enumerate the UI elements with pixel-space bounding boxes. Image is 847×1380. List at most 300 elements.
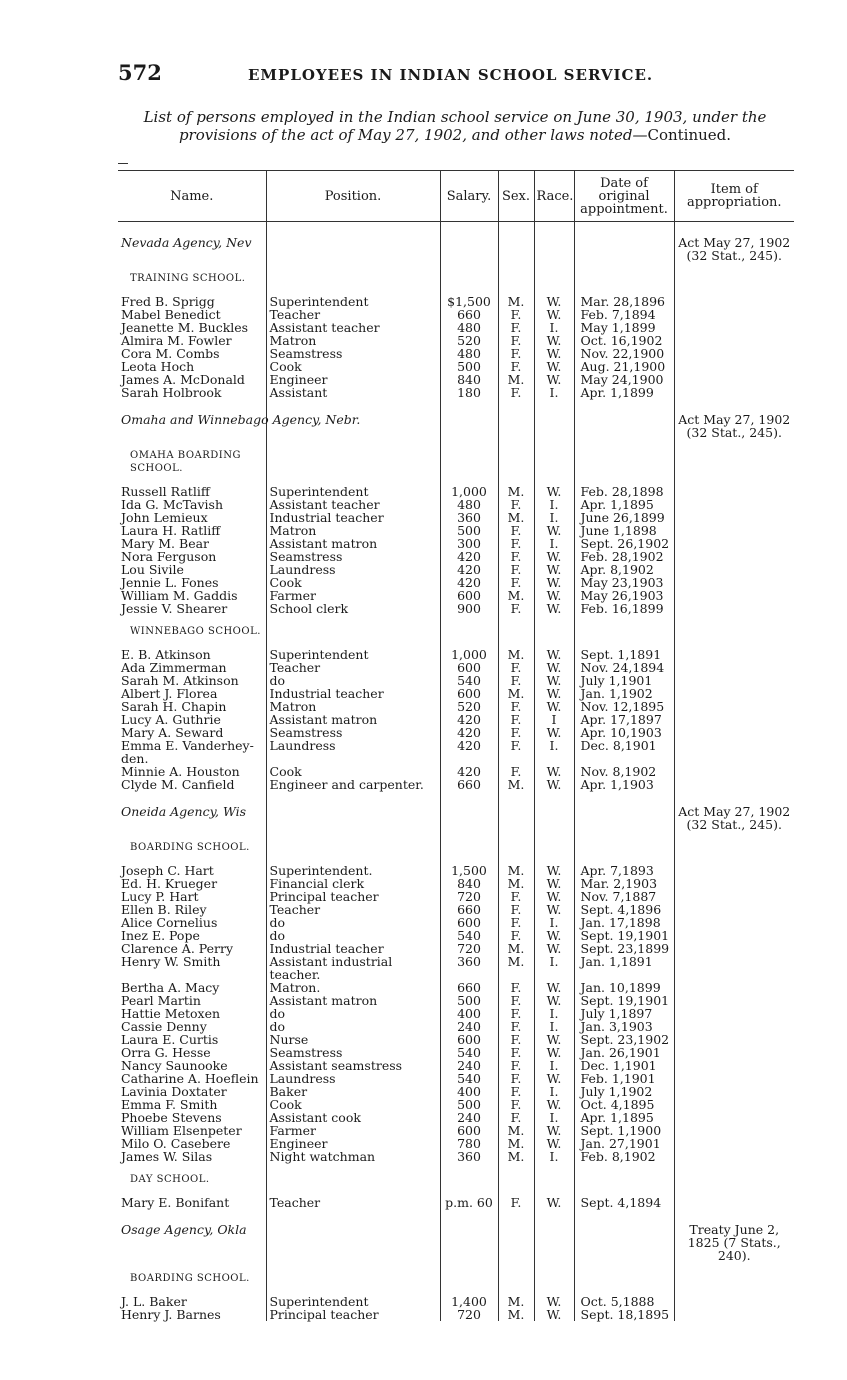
- employee-row: [118, 602, 794, 615]
- employee-race: W.: [534, 903, 574, 916]
- empty-cell: [674, 524, 794, 537]
- employee-sex: F.: [498, 765, 534, 778]
- employee-race: W.: [534, 589, 574, 602]
- employee-race: W.: [534, 674, 574, 687]
- employee-position: Laundress: [266, 739, 440, 765]
- employee-race: W.: [534, 1072, 574, 1085]
- employee-position: Nurse: [266, 1033, 440, 1046]
- school-heading-row: [118, 262, 794, 295]
- employee-position: Seamstress: [266, 726, 440, 739]
- employee-row: [118, 524, 794, 537]
- employee-name: Inez E. Pope: [118, 929, 266, 942]
- employee-salary: 480: [440, 347, 498, 360]
- employee-sex: F.: [498, 929, 534, 942]
- empty-cell: [674, 1072, 794, 1085]
- employee-position: Cook: [266, 765, 440, 778]
- employee-row: [118, 1020, 794, 1033]
- empty-cell: [674, 778, 794, 791]
- employee-sex: F.: [498, 916, 534, 929]
- empty-cell: [674, 1295, 794, 1308]
- appointment-date: Feb. 16,1899: [574, 602, 674, 615]
- employee-salary: 240: [440, 1059, 498, 1072]
- employee-salary: 600: [440, 661, 498, 674]
- employee-name: Clarence A. Perry: [118, 942, 266, 955]
- employee-salary: $1,500: [440, 295, 498, 308]
- empty-cell: [674, 674, 794, 687]
- employee-sex: M.: [498, 1308, 534, 1321]
- empty-cell: [498, 615, 534, 648]
- empty-cell: [674, 1308, 794, 1321]
- empty-cell: [674, 1059, 794, 1072]
- agency-name: Osage Agency, Okla: [118, 1209, 266, 1262]
- empty-cell: [674, 831, 794, 864]
- agency-name: Nevada Agency, Nev: [118, 222, 266, 263]
- employee-row: [118, 890, 794, 903]
- employee-position: Superintendent: [266, 648, 440, 661]
- employee-row: [118, 903, 794, 916]
- empty-cell: [674, 994, 794, 1007]
- empty-cell: [674, 373, 794, 386]
- col-header-name: Name.: [118, 171, 266, 222]
- appointment-date: Sept. 1,1900: [574, 1124, 674, 1137]
- appointment-date: Sept. 23,1899: [574, 942, 674, 955]
- employee-salary: 720: [440, 942, 498, 955]
- appointment-date: Sept. 19,1901: [574, 929, 674, 942]
- school-name: OMAHA BOARDING SCHOOL.: [118, 439, 266, 485]
- empty-cell: [498, 791, 534, 831]
- employee-row: [118, 563, 794, 576]
- empty-cell: [574, 1262, 674, 1295]
- employee-row: [118, 674, 794, 687]
- appointment-date: Mar. 28,1896: [574, 295, 674, 308]
- employee-name: Jessie V. Shearer: [118, 602, 266, 615]
- employee-sex: F.: [498, 726, 534, 739]
- employee-position: Cook: [266, 1098, 440, 1111]
- empty-cell: [498, 1262, 534, 1295]
- rule-mark: [118, 163, 128, 164]
- appointment-date: Apr. 7,1893: [574, 864, 674, 877]
- employee-sex: F.: [498, 602, 534, 615]
- employee-table: [118, 170, 794, 1321]
- empty-cell: [440, 615, 498, 648]
- employee-position: do: [266, 916, 440, 929]
- employee-name: Jeanette M. Buckles: [118, 321, 266, 334]
- employee-race: I.: [534, 321, 574, 334]
- employee-sex: F.: [498, 1072, 534, 1085]
- employee-salary: 780: [440, 1137, 498, 1150]
- empty-cell: [674, 1137, 794, 1150]
- employee-salary: 720: [440, 890, 498, 903]
- empty-cell: [674, 1007, 794, 1020]
- appointment-date: Feb. 28,1902: [574, 550, 674, 563]
- employee-salary: 720: [440, 1308, 498, 1321]
- employee-position: do: [266, 674, 440, 687]
- employee-race: I.: [534, 1059, 574, 1072]
- employee-sex: F.: [498, 1007, 534, 1020]
- employee-salary: 1,400: [440, 1295, 498, 1308]
- empty-cell: [674, 1020, 794, 1033]
- employee-race: W.: [534, 726, 574, 739]
- employee-name: Cora M. Combs: [118, 347, 266, 360]
- empty-cell: [574, 262, 674, 295]
- employee-sex: F.: [498, 524, 534, 537]
- empty-cell: [534, 1209, 574, 1262]
- employee-salary: 420: [440, 550, 498, 563]
- empty-cell: [574, 831, 674, 864]
- appointment-date: Jan. 1,1902: [574, 687, 674, 700]
- empty-cell: [674, 347, 794, 360]
- empty-cell: [674, 726, 794, 739]
- employee-name: Albert J. Florea: [118, 687, 266, 700]
- employee-race: W.: [534, 1124, 574, 1137]
- employee-race: W.: [534, 1295, 574, 1308]
- employee-row: [118, 550, 794, 563]
- empty-cell: [574, 615, 674, 648]
- empty-cell: [674, 602, 794, 615]
- appointment-date: Jan. 17,1898: [574, 916, 674, 929]
- empty-cell: [674, 1163, 794, 1196]
- empty-cell: [266, 1163, 440, 1196]
- employee-race: W.: [534, 1098, 574, 1111]
- employee-position: Night watchman: [266, 1150, 440, 1163]
- appointment-date: Oct. 4,1895: [574, 1098, 674, 1111]
- agency-row: [118, 791, 794, 831]
- empty-cell: [574, 791, 674, 831]
- employee-salary: 420: [440, 739, 498, 765]
- employee-salary: 540: [440, 1072, 498, 1085]
- employee-race: W.: [534, 981, 574, 994]
- employee-salary: 500: [440, 994, 498, 1007]
- school-heading-row: [118, 831, 794, 864]
- empty-cell: [674, 942, 794, 955]
- employee-sex: F.: [498, 674, 534, 687]
- agency-row: [118, 399, 794, 439]
- empty-cell: [674, 661, 794, 674]
- table-caption: [110, 108, 800, 144]
- empty-cell: [674, 386, 794, 399]
- employee-row: [118, 864, 794, 877]
- empty-cell: [674, 955, 794, 981]
- employee-position: Baker: [266, 1085, 440, 1098]
- employee-race: W.: [534, 295, 574, 308]
- employee-row: [118, 1085, 794, 1098]
- employee-race: I.: [534, 1111, 574, 1124]
- employee-position: Matron.: [266, 981, 440, 994]
- caption-continued: Continued.: [647, 126, 732, 144]
- appointment-date: July 1,1901: [574, 674, 674, 687]
- employee-race: I.: [534, 1150, 574, 1163]
- employee-position: Seamstress: [266, 550, 440, 563]
- employee-race: I.: [534, 1020, 574, 1033]
- school-name: BOARDING SCHOOL.: [118, 1262, 266, 1295]
- appropriation-item: Act May 27, 1902 (32 Stat., 245).: [678, 804, 791, 832]
- employee-position: Matron: [266, 700, 440, 713]
- appointment-date: May 26,1903: [574, 589, 674, 602]
- school-name: WINNEBAGO SCHOOL.: [118, 615, 266, 648]
- col-header-item: Item of appropriation.: [674, 171, 794, 222]
- employee-salary: p.m. 60: [440, 1196, 498, 1209]
- employee-name: John Lemieux: [118, 511, 266, 524]
- appointment-date: May 1,1899: [574, 321, 674, 334]
- empty-cell: [674, 739, 794, 765]
- employee-position: Assistant teacher: [266, 498, 440, 511]
- empty-cell: [674, 589, 794, 602]
- employee-race: W.: [534, 1033, 574, 1046]
- employee-sex: M.: [498, 589, 534, 602]
- employee-position: do: [266, 1020, 440, 1033]
- empty-cell: [674, 1124, 794, 1137]
- empty-cell: [674, 1046, 794, 1059]
- employee-salary: 480: [440, 321, 498, 334]
- employee-salary: 540: [440, 929, 498, 942]
- appointment-date: June 1,1898: [574, 524, 674, 537]
- appointment-date: Jan. 3,1903: [574, 1020, 674, 1033]
- employee-race: I.: [534, 1007, 574, 1020]
- employee-sex: F.: [498, 537, 534, 550]
- employee-row: [118, 386, 794, 399]
- employee-name: Sarah M. Atkinson: [118, 674, 266, 687]
- employee-name: Almira M. Fowler: [118, 334, 266, 347]
- empty-cell: [440, 222, 498, 263]
- employee-race: W.: [534, 942, 574, 955]
- empty-cell: [266, 439, 440, 485]
- appropriation-item: Act May 27, 1902 (32 Stat., 245).: [678, 235, 791, 263]
- employee-race: I.: [534, 1085, 574, 1098]
- empty-cell: [266, 222, 440, 263]
- appointment-date: June 26,1899: [574, 511, 674, 524]
- empty-cell: [674, 890, 794, 903]
- empty-cell: [498, 1209, 534, 1262]
- employee-race: W.: [534, 485, 574, 498]
- employee-sex: M.: [498, 687, 534, 700]
- col-header-race: Race.: [534, 171, 574, 222]
- empty-cell: [674, 1262, 794, 1295]
- empty-cell: [674, 511, 794, 524]
- employee-name: Clyde M. Canfield: [118, 778, 266, 791]
- employee-sex: F.: [498, 334, 534, 347]
- employee-race: W.: [534, 778, 574, 791]
- empty-cell: [266, 1262, 440, 1295]
- employee-name: James W. Silas: [118, 1150, 266, 1163]
- appointment-date: Feb. 28,1898: [574, 485, 674, 498]
- school-name: TRAINING SCHOOL.: [118, 262, 266, 295]
- empty-cell: [674, 360, 794, 373]
- employee-name: Mabel Benedict: [118, 308, 266, 321]
- appropriation-item: Act May 27, 1902 (32 Stat., 245).: [678, 412, 791, 440]
- empty-cell: [674, 687, 794, 700]
- employee-name: Henry J. Barnes: [118, 1308, 266, 1321]
- employee-salary: 240: [440, 1020, 498, 1033]
- appointment-date: Jan. 10,1899: [574, 981, 674, 994]
- employee-race: W.: [534, 563, 574, 576]
- employee-name: Ellen B. Riley: [118, 903, 266, 916]
- employee-salary: 840: [440, 373, 498, 386]
- empty-cell: [574, 399, 674, 439]
- employee-salary: 300: [440, 537, 498, 550]
- empty-cell: [674, 498, 794, 511]
- empty-cell: [674, 903, 794, 916]
- appropriation-item: Treaty June 2, 1825 (7 Stats., 240).: [687, 1222, 781, 1263]
- employee-race: W.: [534, 360, 574, 373]
- empty-cell: [674, 262, 794, 295]
- employee-salary: 660: [440, 903, 498, 916]
- employee-sex: M.: [498, 648, 534, 661]
- employee-position: Matron: [266, 524, 440, 537]
- employee-race: W.: [534, 890, 574, 903]
- empty-cell: [266, 262, 440, 295]
- employee-row: [118, 1007, 794, 1020]
- employee-position: Assistant cook: [266, 1111, 440, 1124]
- empty-cell: [266, 831, 440, 864]
- employee-name: Sarah Holbrook: [118, 386, 266, 399]
- employee-name: Mary M. Bear: [118, 537, 266, 550]
- employee-salary: 660: [440, 778, 498, 791]
- employee-position: Laundress: [266, 563, 440, 576]
- employee-name: Lavinia Doxtater: [118, 1085, 266, 1098]
- empty-cell: [674, 916, 794, 929]
- empty-cell: [674, 981, 794, 994]
- appointment-date: Apr. 10,1903: [574, 726, 674, 739]
- caption-italic: List of persons employed in the Indian school service on June 30, 1903, under the provisions of the act of May 27, 1902, and other laws noted—: [143, 108, 767, 144]
- appointment-date: Aug. 21,1900: [574, 360, 674, 373]
- employee-sex: F.: [498, 360, 534, 373]
- employee-salary: 1,000: [440, 648, 498, 661]
- agency-row: [118, 1209, 794, 1262]
- col-header-salary: Salary.: [440, 171, 498, 222]
- employee-sex: M.: [498, 485, 534, 498]
- empty-cell: [674, 648, 794, 661]
- employee-salary: 840: [440, 877, 498, 890]
- employee-row: [118, 347, 794, 360]
- employee-sex: F.: [498, 321, 534, 334]
- employee-row: [118, 739, 794, 765]
- employee-row: [118, 1033, 794, 1046]
- appointment-date: Apr. 17,1897: [574, 713, 674, 726]
- appointment-date: Oct. 5,1888: [574, 1295, 674, 1308]
- employee-position: Laundress: [266, 1072, 440, 1085]
- employee-name: Orra G. Hesse: [118, 1046, 266, 1059]
- employee-position: Superintendent: [266, 485, 440, 498]
- empty-cell: [498, 222, 534, 263]
- employee-name: E. B. Atkinson: [118, 648, 266, 661]
- employee-race: I.: [534, 537, 574, 550]
- appointment-date: Apr. 1,1903: [574, 778, 674, 791]
- empty-cell: [674, 1150, 794, 1163]
- employee-name: Emma E. Vanderhey- den.: [118, 739, 266, 765]
- empty-cell: [674, 550, 794, 563]
- appointment-date: Apr. 1,1895: [574, 1111, 674, 1124]
- employee-position: Assistant seamstress: [266, 1059, 440, 1072]
- employee-sex: F.: [498, 1196, 534, 1209]
- employee-row: [118, 981, 794, 994]
- employee-name: Laura E. Curtis: [118, 1033, 266, 1046]
- employee-salary: 660: [440, 981, 498, 994]
- employee-salary: 1,000: [440, 485, 498, 498]
- employee-sex: F.: [498, 903, 534, 916]
- employee-race: I.: [534, 916, 574, 929]
- employee-sex: F.: [498, 347, 534, 360]
- employee-position: Superintendent: [266, 295, 440, 308]
- employee-sex: M.: [498, 955, 534, 981]
- employee-race: W.: [534, 700, 574, 713]
- employee-name: Joseph C. Hart: [118, 864, 266, 877]
- employee-salary: 360: [440, 1150, 498, 1163]
- employee-sex: F.: [498, 1111, 534, 1124]
- employee-race: I: [534, 713, 574, 726]
- employee-position: Financial clerk: [266, 877, 440, 890]
- empty-cell: [440, 791, 498, 831]
- empty-cell: [674, 877, 794, 890]
- employee-race: W.: [534, 687, 574, 700]
- empty-cell: [534, 831, 574, 864]
- empty-cell: [674, 713, 794, 726]
- employee-position: Assistant matron: [266, 994, 440, 1007]
- empty-cell: [498, 1163, 534, 1196]
- employee-position: Superintendent.: [266, 864, 440, 877]
- running-head: EMPLOYEES IN INDIAN SCHOOL SERVICE.: [248, 66, 654, 84]
- appointment-date: Sept. 4,1896: [574, 903, 674, 916]
- employee-position: Industrial teacher: [266, 511, 440, 524]
- appointment-date: Apr. 1,1895: [574, 498, 674, 511]
- employee-race: W.: [534, 550, 574, 563]
- employee-salary: 360: [440, 955, 498, 981]
- empty-cell: [534, 399, 574, 439]
- employee-position: Superintendent: [266, 1295, 440, 1308]
- employee-position: Engineer: [266, 1137, 440, 1150]
- employee-position: Seamstress: [266, 1046, 440, 1059]
- empty-cell: [674, 485, 794, 498]
- employee-salary: 420: [440, 765, 498, 778]
- empty-cell: [674, 1098, 794, 1111]
- employee-name: Lucy P. Hart: [118, 890, 266, 903]
- employee-salary: 420: [440, 576, 498, 589]
- employee-position: Farmer: [266, 589, 440, 602]
- employee-position: Cook: [266, 576, 440, 589]
- employee-name: Emma F. Smith: [118, 1098, 266, 1111]
- empty-cell: [574, 439, 674, 485]
- school-heading-row: [118, 1163, 794, 1196]
- employee-salary: 600: [440, 589, 498, 602]
- employee-race: W.: [534, 347, 574, 360]
- employee-race: W.: [534, 576, 574, 589]
- empty-cell: [674, 1111, 794, 1124]
- employee-row: [118, 1308, 794, 1321]
- appointment-date: July 1,1897: [574, 1007, 674, 1020]
- employee-row: [118, 877, 794, 890]
- employee-race: W.: [534, 602, 574, 615]
- employee-name: William Elsenpeter: [118, 1124, 266, 1137]
- employee-salary: 660: [440, 308, 498, 321]
- employee-name: Ed. H. Krueger: [118, 877, 266, 890]
- employee-name: Fred B. Sprigg: [118, 295, 266, 308]
- col-header-date: Date of original appointment.: [574, 171, 674, 222]
- employee-row: [118, 916, 794, 929]
- empty-cell: [498, 399, 534, 439]
- appointment-date: Feb. 8,1902: [574, 1150, 674, 1163]
- employee-salary: 540: [440, 674, 498, 687]
- empty-cell: [266, 615, 440, 648]
- employee-salary: 360: [440, 511, 498, 524]
- employee-name: Nancy Saunooke: [118, 1059, 266, 1072]
- appointment-date: Nov. 12,1895: [574, 700, 674, 713]
- employee-name: Minnie A. Houston: [118, 765, 266, 778]
- employee-sex: M.: [498, 942, 534, 955]
- empty-cell: [498, 262, 534, 295]
- employee-position: Assistant teacher: [266, 321, 440, 334]
- empty-cell: [440, 831, 498, 864]
- employee-row: [118, 1196, 794, 1209]
- employee-salary: 1,500: [440, 864, 498, 877]
